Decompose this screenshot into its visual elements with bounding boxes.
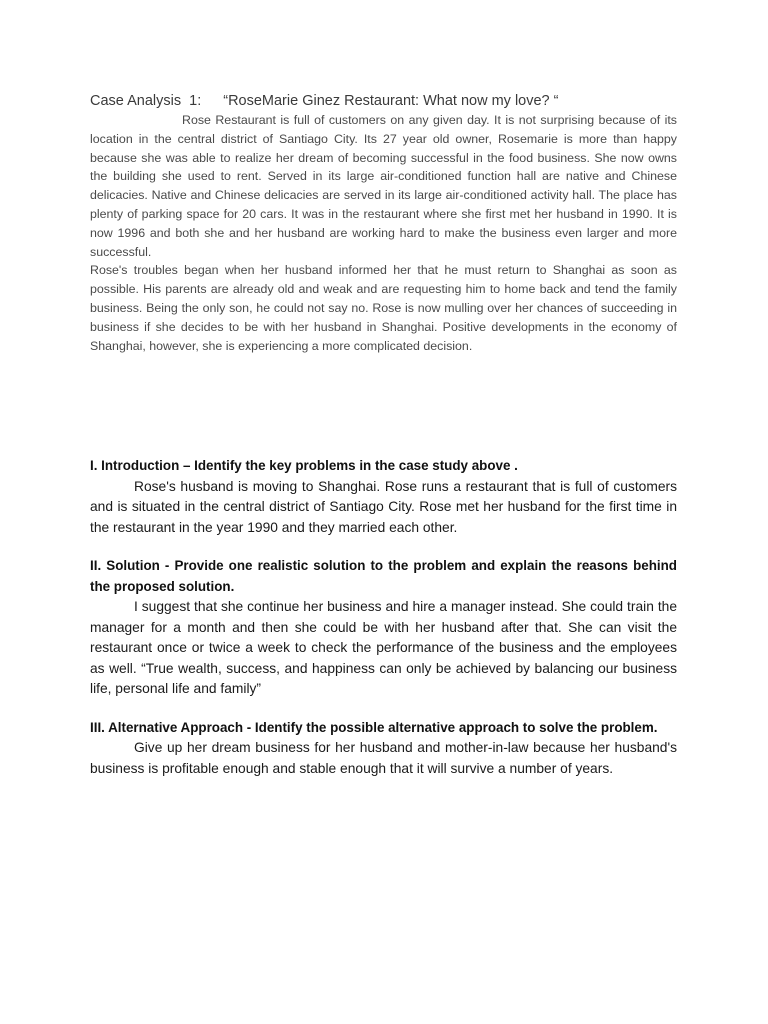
section-introduction-heading: I. Introduction – Identify the key problems in the case study above . — [90, 458, 518, 473]
case-description — [90, 92, 677, 355]
section-solution-body — [90, 597, 677, 700]
case-paragraph-1-text: Rose Restaurant is full of customers on any given day. It is not surprising because of its location in the central district of Santiago City. Its 27 year old owner, Rosemarie is more than happy because she was able to realize her dream of becoming successful in the food business. She now owns the building she used to rent. Served in its large air-conditioned function hall are native and Chinese delicacies. Native and Chinese delicacies are served in its large air-conditioned activity hall. The place has plenty of parking space for 20 cars. It was in the restaurant where she first met her husband in 1990. It is now 1996 and both she and her husband are working hard to make the business even larger and more successful. — [90, 113, 677, 259]
section-alternative-text: Give up her dream business for her husband and mother-in-law because her husband's business is profitable enough and stable enough that it will survive a number of years. — [90, 740, 677, 776]
analysis-sections — [90, 456, 677, 797]
section-alternative — [90, 718, 677, 780]
section-alternative-heading: III. Alternative Approach - Identify the possible alternative approach to solve the problem. — [90, 719, 658, 735]
section-solution-text: I suggest that she continue her business and hire a manager instead. She could train the manager for a month and then she could be with her husband after that. She can visit the restaurant once or twice a week to check the performance of the business and the employees as well. “True wealth, success, and happiness can only be achieved by balancing our business life, personal life and family” — [90, 599, 677, 696]
section-solution-heading: II. Solution - Provide one realistic solution to the problem and explain the reasons behind the proposed solution. — [90, 558, 677, 594]
section-introduction-text: Rose's husband is moving to Shanghai. Rose runs a restaurant that is full of customers and is situated in the central district of Santiago City. Rose met her husband for the first time in the restaurant in the year 1990 and they married each other. — [90, 478, 677, 535]
case-paragraph-2: Rose's troubles began when her husband informed her that he must return to Shanghai as soon as possible. His parents are already old and weak and are requesting him to home back and tend the family business. Being the only son, he could not say no. Rose is now mulling over her chances of succeeding in business if she decides to be with her husband in Shanghai. Positive developments in the economy of Shanghai, however, she is experiencing a more complicated decision. — [90, 263, 677, 353]
case-label: Case Analysis 1: — [90, 93, 202, 109]
case-title: “RoseMarie Ginez Restaurant: What now my love? “ — [223, 93, 559, 109]
section-alternative-body — [90, 738, 677, 779]
section-solution — [90, 556, 677, 700]
section-introduction-body — [90, 477, 677, 539]
case-paragraph-1 — [90, 111, 677, 261]
section-introduction — [90, 456, 677, 538]
case-title-line — [90, 92, 677, 111]
